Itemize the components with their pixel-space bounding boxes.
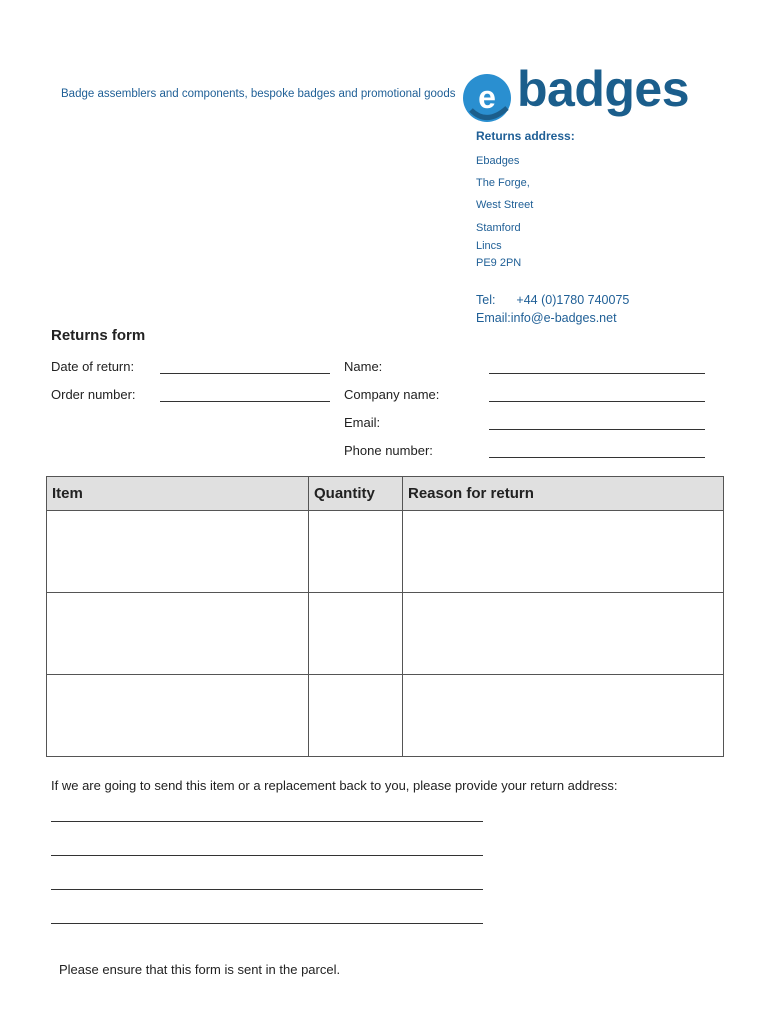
logo-wordmark: badges xyxy=(517,61,690,117)
address-line: West Street xyxy=(476,199,534,211)
form-title: Returns form xyxy=(51,327,146,344)
column-header-reason: Reason for return xyxy=(403,477,724,511)
address-line: Ebadges xyxy=(476,155,520,167)
reason-cell[interactable] xyxy=(403,593,724,675)
email-label: Email: xyxy=(476,311,511,325)
footer-note: Please ensure that this form is sent in the parcel. xyxy=(59,962,341,977)
address-line: Stamford xyxy=(476,222,521,234)
reason-cell[interactable] xyxy=(403,511,724,593)
name-label: Name: xyxy=(344,359,383,374)
tagline: Badge assemblers and components, bespoke badges and promotional goods xyxy=(61,88,456,100)
return-address-line-3[interactable] xyxy=(51,889,483,890)
quantity-cell[interactable] xyxy=(309,675,403,757)
email-link[interactable]: info@e-badges.net xyxy=(510,311,617,325)
email-contact xyxy=(476,311,617,325)
returns-table xyxy=(46,476,724,757)
address-line: PE9 2PN xyxy=(476,257,522,269)
tel-value: +44 (0)1780 740075 xyxy=(516,293,630,307)
quantity-cell[interactable] xyxy=(309,593,403,675)
table-row xyxy=(47,593,724,675)
company-name-field[interactable] xyxy=(489,401,705,402)
column-header-quantity: Quantity xyxy=(309,477,403,511)
return-address-instruction: If we are going to send this item or a replacement back to you, please provide your return address: xyxy=(51,778,618,793)
phone-number-field[interactable] xyxy=(489,457,705,458)
item-cell[interactable] xyxy=(47,593,309,675)
item-cell[interactable] xyxy=(47,675,309,757)
address-line: Lincs xyxy=(476,240,502,252)
tel-label: Tel: xyxy=(476,293,496,307)
return-address-line-4[interactable] xyxy=(51,923,483,924)
item-cell[interactable] xyxy=(47,511,309,593)
reason-cell[interactable] xyxy=(403,675,724,757)
order-number-label: Order number: xyxy=(51,387,136,402)
table-header-row xyxy=(47,477,724,511)
address-line: The Forge, xyxy=(476,177,530,189)
table-row xyxy=(47,675,724,757)
table-row xyxy=(47,511,724,593)
order-number-field[interactable] xyxy=(160,401,330,402)
date-of-return-field[interactable] xyxy=(160,373,330,374)
quantity-cell[interactable] xyxy=(309,511,403,593)
returns-address-title: Returns address: xyxy=(476,129,575,143)
telephone xyxy=(476,293,629,307)
return-address-line-1[interactable] xyxy=(51,821,483,822)
svg-text:e: e xyxy=(478,79,496,115)
ebadges-logo xyxy=(461,61,690,126)
logo-e-icon xyxy=(461,70,517,126)
email-label: Email: xyxy=(344,415,381,430)
phone-number-label: Phone number: xyxy=(344,443,433,458)
email-field[interactable] xyxy=(489,429,705,430)
name-field[interactable] xyxy=(489,373,705,374)
company-name-label: Company name: xyxy=(344,387,440,402)
return-address-line-2[interactable] xyxy=(51,855,483,856)
date-of-return-label: Date of return: xyxy=(51,359,135,374)
column-header-item: Item xyxy=(47,477,309,511)
